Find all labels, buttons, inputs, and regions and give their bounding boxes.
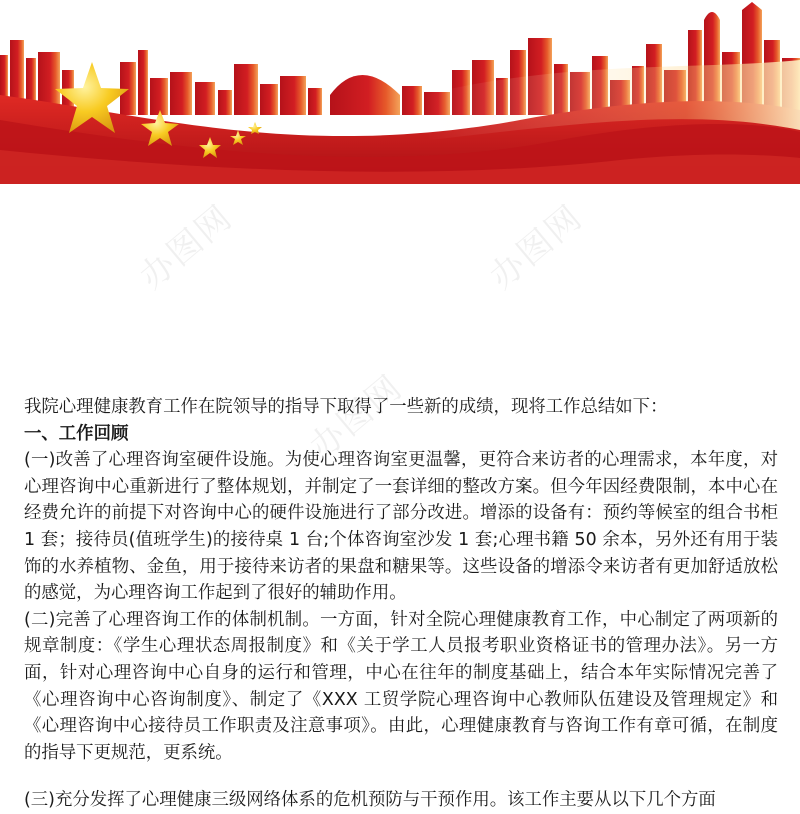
paragraph-hardware: (一)改善了心理咨询室硬件设施。为使心理咨询室更温馨，更符合来访者的心理需求，本年度，对心理咨询中心重新进行了整体规划，并制定了一套详细的整改方案。但今年因经费限制，本中心在经费允许的前提下对咨询中心的硬件设施进行了部分改进。增添的设备有：预约等候室的组合书柜 1 套；接待员(值班学生)的接待桌 1 台;个体咨询室沙发 1 套;心理书籍 50 余本，另外还有用于装饰的水养植物、金鱼，用于接待来访者的果盘和糖果等。这些设备的增添令来访者有更加舒适放松的感觉，为心理咨询工作起到了很好的辅助作用。 <box>24 450 778 604</box>
watermark: 办图网 <box>132 197 241 298</box>
section-heading: 一、工作回顾 <box>24 423 129 444</box>
header-banner <box>0 0 800 184</box>
skyline-banner-graphic <box>0 0 800 184</box>
paragraph-network-cut: (三)充分发挥了心理健康三级网络体系的危机预防与干预作用。该工作主要从以下几个方面 <box>24 790 716 810</box>
watermark: 办图网 <box>482 197 591 298</box>
watermark: 办图网 <box>302 367 411 468</box>
paragraph-mechanism: (二)完善了心理咨询工作的体制机制。一方面，针对全院心理健康教育工作，中心制定了两项新的规章制度：《学生心理状态周报制度》和《关于学工人员报考职业资格证书的管理办法》。另一方面，针对心理咨询中心自身的运行和管理，中心在往年的制度基础上，结合本年实际情况完善了《心理咨询中心咨询制度》、制定了《XXX 工贸学院心理咨询中心教师队伍建设及管理规定》和《心理咨询中心接待员工作职责及注意事项》。由此，心理健康教育与咨询工作有章可循，在制度的指导下更规范，更系统。 <box>24 609 778 763</box>
intro-paragraph: 我院心理健康教育工作在院领导的指导下取得了一些新的成绩，现将工作总结如下： <box>24 397 668 417</box>
document-body <box>24 394 778 766</box>
